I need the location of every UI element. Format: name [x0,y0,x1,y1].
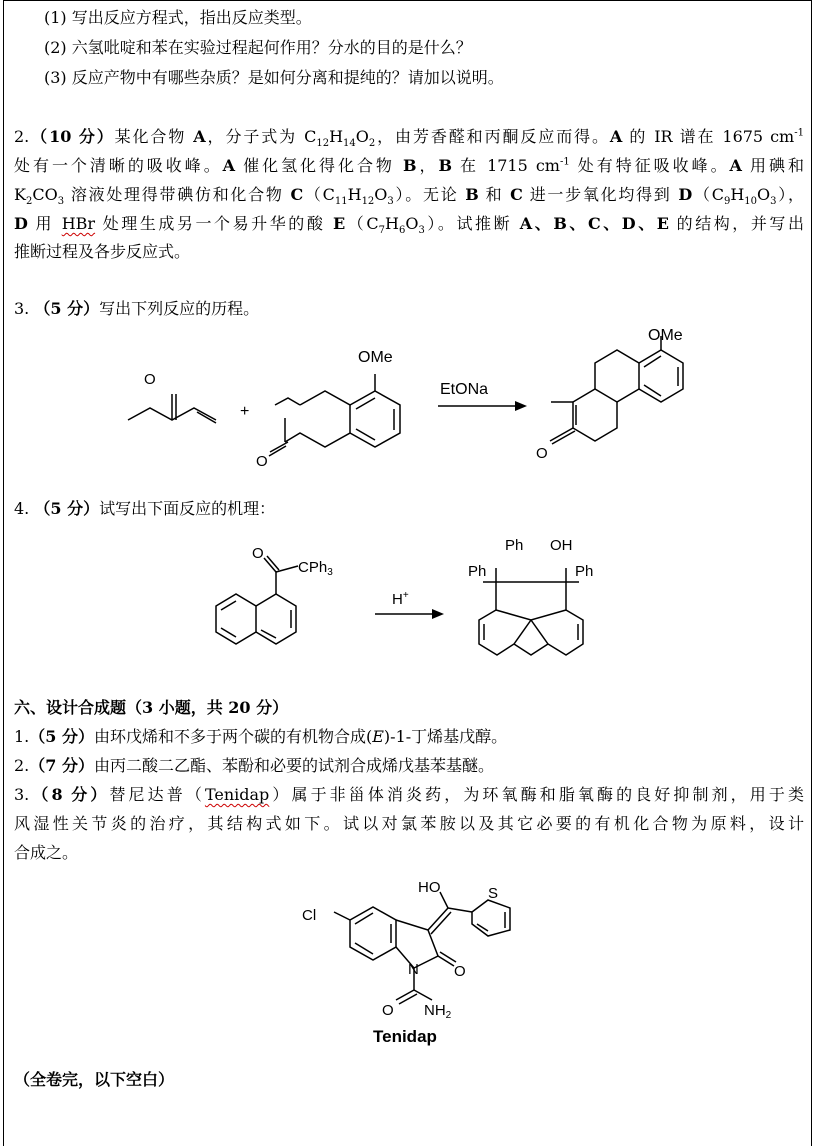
item-2: (2) 六氢吡啶和苯在实验过程起何作用？分水的目的是什么？ [44,38,472,57]
synthesis-3-line-2: 风湿性关节炎的治疗，其结构式如下。试以对氯苯胺以及其它必要的有机化合物为原料，设计 [14,814,804,833]
q2-line-5: 推断过程及各步反应式。 [14,242,191,261]
ome-label-2: OMe [648,327,683,344]
section-6-title: 六、设计合成题（3 小题，共 20 分） [14,698,289,717]
ph-top: Ph [505,537,524,554]
indole-nitrogen: N [408,961,419,978]
scheme-robinson [120,322,700,476]
amide-oxygen: O [382,1002,394,1019]
product-oxygen: O [536,445,548,462]
synthesis-2: 2.（7 分）由丙二酸二乙酯、苯酚和必要的试剂合成烯戊基苯基醚。 [14,756,494,775]
ome-label-1: OMe [358,349,393,366]
thiophene-sulfur: S [488,885,499,902]
q2-line-2: 处有一个清晰的吸收峰。A 催化氢化得化合物 B，B 在 1715 $cm^{-1}$ 处有特征吸收峰。A 用碘和 [14,156,804,175]
scheme-rearrangement [200,528,600,672]
lactam-oxygen: O [454,963,466,980]
tetralone-oxygen: O [256,453,268,470]
synthesis-3-line-3: 合成之。 [14,843,79,862]
item-3: (3) 反应产物中有哪些杂质？是如何分离和提纯的？请加以说明。 [44,68,504,87]
plus-sign: + [240,403,250,420]
ph-right: Ph [575,563,594,580]
tenidap-ho-label: HO [418,879,441,896]
reagent-etona: EtONa [440,381,489,398]
q2-line-1: 2.（10 分）某化合物 A，分子式为 $C_{12}H_{14}O_2$，由芳香醛和丙酮反应而得。A 的 IR 谱在 1675 $cm^{-1}$ [14,127,804,150]
q2-line-3: $K_2CO_3$ 溶液处理得带碘仿和化合物 $C(C_{11}H_{12}O_3)$。无论 B 和 C 进一步氧化均得到 $D(C_9H_{10}O_3)$， [14,185,804,208]
ph-left: Ph [468,563,487,580]
tenidap-caption: Tenidap [373,1027,437,1046]
oh-label: OH [550,537,573,554]
cph3-label: CPh$_3$ [298,559,333,578]
ketone-oxygen: O [144,371,156,388]
chloro-label: Cl [302,907,317,924]
q3-heading: 3. （5 分）写出下列反应的历程。 [14,299,260,318]
acid-catalyst: H+ [392,590,409,608]
item-1: (1) 写出反应方程式，指出反应类型。 [44,8,312,27]
footer-end-note: （全卷完，以下空白） [14,1070,175,1089]
amide-nh2: $NH_2$ [424,1002,452,1021]
tenidap-structure [290,872,530,1031]
synthesis-1: 1.（5 分）由环戊烯和不多于两个碳的有机物合成(E)-1-丁烯基戊醇。 [14,727,508,746]
naphthyl-ketone-oxygen: O [252,545,264,562]
q4-heading: 4. （5 分）试写出下面反应的机理： [14,499,276,518]
q2-line-4: D 用 HBr 处理生成另一个易升华的酸 $E(C_7H_6O_3)$。试推断 A、B、C、D、E 的结构，并写出 [14,214,804,237]
synthesis-3-line-1: 3.（8 分）替尼达普（Tenidap）属于非甾体消炎药，为环氧酶和脂氧酶的良好抑制剂，用于类 [14,785,804,804]
